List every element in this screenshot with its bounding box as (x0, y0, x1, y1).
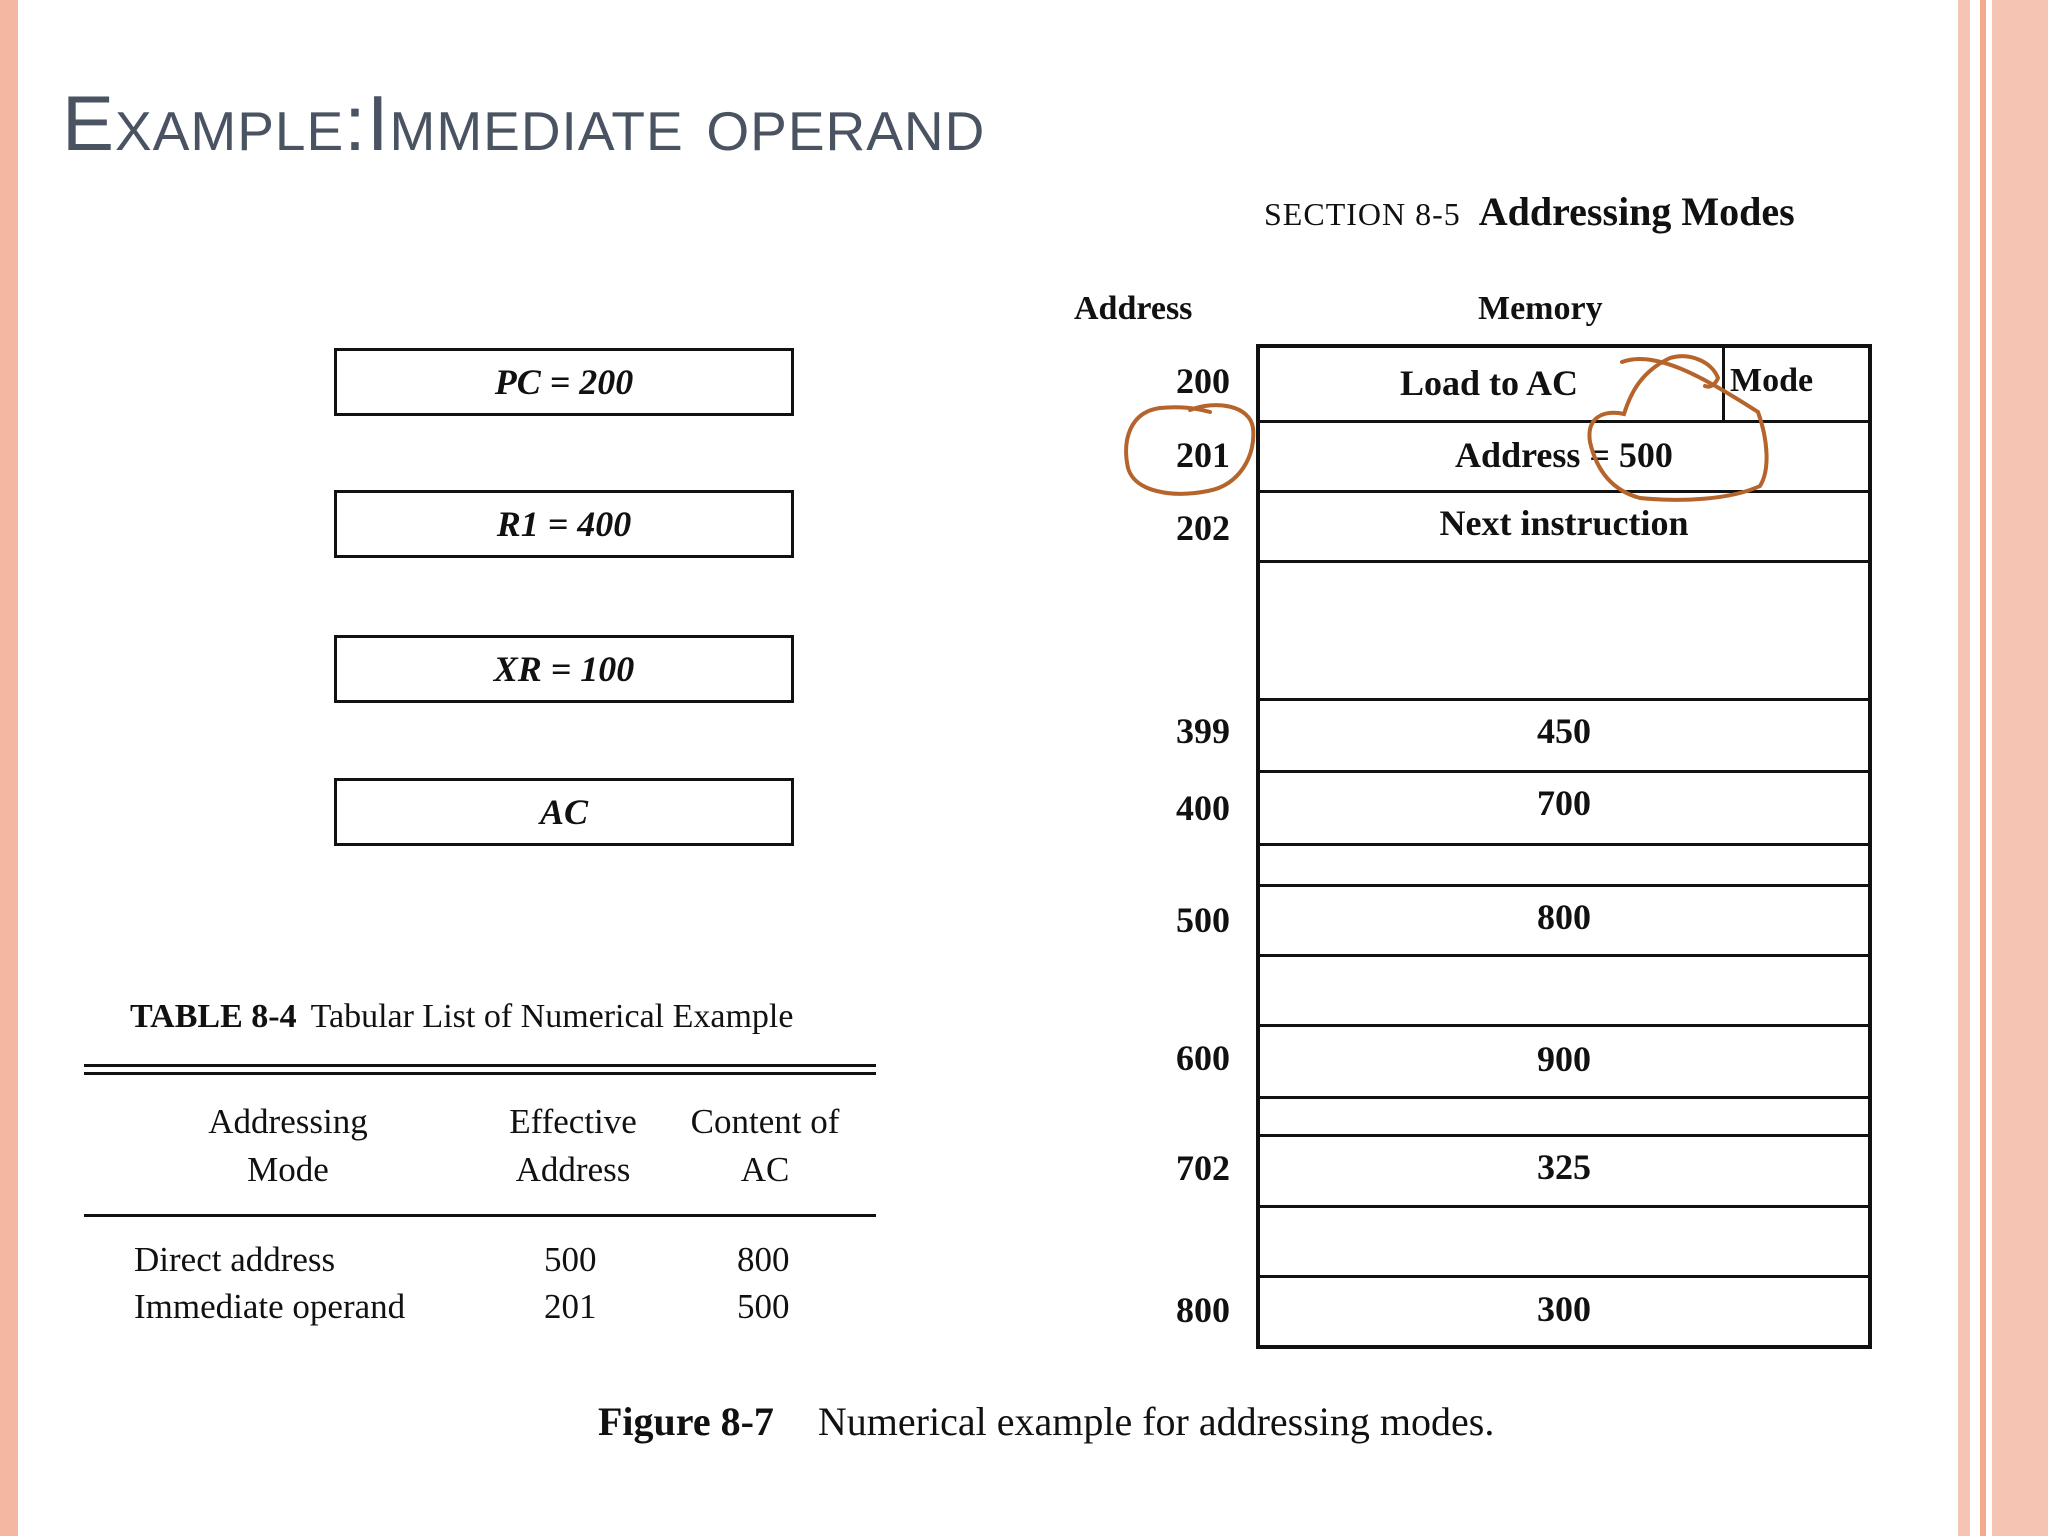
memory-address: 200 (1176, 361, 1230, 401)
memory-cell: Load to AC (1399, 363, 1579, 403)
table-cell-content-of-ac: 800 (737, 1240, 790, 1279)
memory-cell: 300 (1537, 1289, 1591, 1329)
register-r1: R1 = 400 (334, 490, 794, 558)
figure-number: Figure 8-7 (598, 1399, 774, 1444)
memory-cell: 700 (1537, 783, 1591, 823)
memory-address: 400 (1176, 788, 1230, 828)
table-header-addressing-mode: Addressing Mode (208, 1102, 368, 1189)
memory-address: 202 (1176, 508, 1230, 548)
memory-cell: 450 (1537, 711, 1591, 751)
register-ac: AC (334, 778, 794, 846)
table-cell-effective-address: 201 (544, 1287, 597, 1326)
register-pc: PC = 200 (334, 348, 794, 416)
section-label: SECTION 8-5 (1264, 196, 1461, 232)
slide-title: Example:Immediate operand (62, 79, 986, 167)
table-cell-effective-address: 500 (544, 1240, 597, 1279)
section-title: Addressing Modes (1478, 189, 1795, 234)
table-header-effective-address: Effective Address (509, 1102, 637, 1189)
table-cell-mode: Immediate operand (134, 1287, 406, 1326)
memory-address: 600 (1176, 1038, 1230, 1078)
table-caption-text: Tabular List of Numerical Example (310, 998, 794, 1035)
register-xr: XR = 100 (334, 635, 794, 703)
memory-cell: 325 (1537, 1147, 1591, 1187)
memory-address: 399 (1176, 711, 1230, 751)
memory-cell: 900 (1537, 1039, 1591, 1079)
memory-column-header: Memory (1478, 290, 1603, 327)
memory-address: 800 (1176, 1290, 1230, 1330)
memory-address: 500 (1176, 900, 1230, 940)
table-number: TABLE 8-4 (130, 998, 297, 1035)
table-cell-mode: Direct address (134, 1240, 336, 1279)
memory-cell: 800 (1537, 897, 1591, 937)
mode-label: Mode (1730, 362, 1814, 399)
memory-address: 201 (1176, 435, 1230, 475)
table-header-content-of-ac: Content of AC (690, 1102, 840, 1189)
figure-caption-text: Numerical example for addressing modes. (817, 1399, 1495, 1444)
annotation-circle-201 (1126, 405, 1253, 494)
address-column-header: Address (1074, 290, 1193, 327)
memory-cell: Address = 500 (1455, 435, 1673, 475)
table-cell-content-of-ac: 500 (737, 1287, 790, 1326)
memory-cell: Next instruction (1439, 503, 1689, 543)
annotation-circle-500 (1589, 356, 1766, 500)
memory-address: 702 (1176, 1148, 1230, 1188)
